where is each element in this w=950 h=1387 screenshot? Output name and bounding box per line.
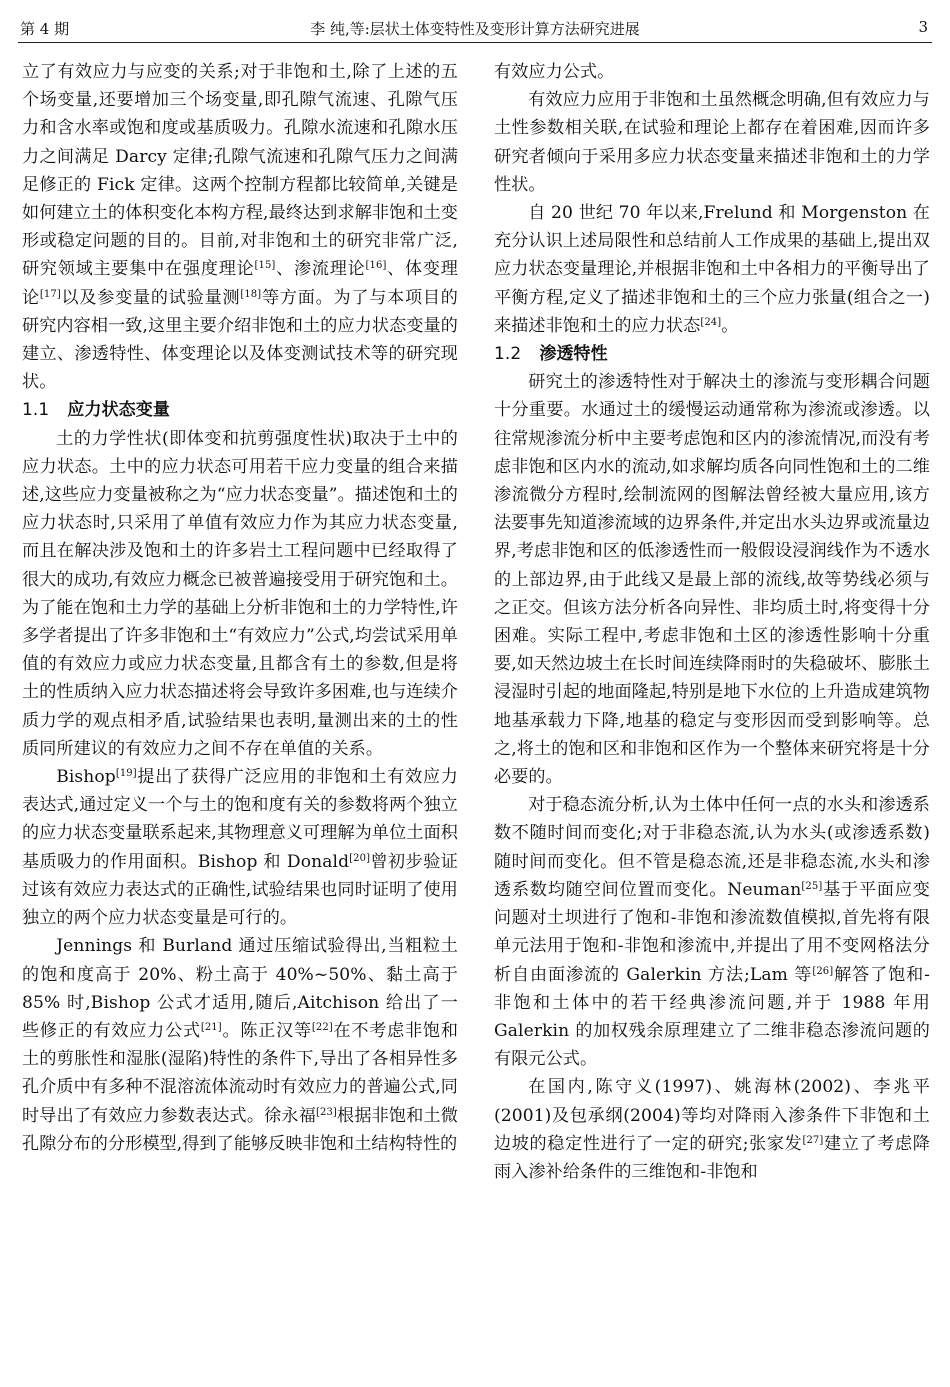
citation: [21] xyxy=(200,1021,222,1033)
section-heading xyxy=(494,340,930,368)
issue-number: 第 4 期 xyxy=(20,20,70,38)
text: 、体变理论 xyxy=(22,259,458,308)
citation: [24] xyxy=(700,316,722,328)
citation: [20] xyxy=(349,852,371,864)
citation: [25] xyxy=(801,880,823,892)
citation: [26] xyxy=(812,965,834,977)
citation: [19] xyxy=(115,768,137,780)
text: 等方面。为了与本项目的研究内容相一致,这里主要介绍非饱和土的应力状态变量的建立、渗透特性、体变理论以及体变测试技术等的研究现状。 xyxy=(22,287,458,393)
paragraph xyxy=(22,932,458,1158)
text: 提出了获得广泛应用的非饱和土有效应力表达式,通过定义一个与土的饱和度有关的参数将两个独立的应力状态变量联系起来,其物理意义可理解为单位土面积基质吸力的作用面积。Bishop 和 Donald xyxy=(22,767,458,872)
text: 基于平面应变问题对土坝进行了饱和-非饱和渗流数值模拟,首先将有限单元法用于饱和-非饱和渗流中,并提出了用不变网格法分析自由面渗流的 Galerkin 方法;Lam 等 xyxy=(494,879,931,985)
paragraph xyxy=(494,199,930,340)
left-column xyxy=(22,58,458,1158)
text: Jennings 和 Burland 通过压缩试验得出,当粗粒土的饱和度高于 20%、粉土高于 40%~50%、黏土高于 85% 时,Bishop 公式才适用,随后,Aitchison 给出了一些修正的有效应力公式 xyxy=(22,936,458,1041)
citation: [22] xyxy=(311,1021,333,1033)
text: 根据非饱和土微孔隙分布的分形模型,得到了能够反映非饱和土结构特性的 xyxy=(22,1105,458,1154)
citation: [17] xyxy=(39,288,61,300)
citation: [27] xyxy=(802,1134,824,1146)
text: 在国内,陈守义(1997)、姚海林(2002)、李兆平(2001)及包承纲(2004)等均对降雨入渗条件下非饱和土边坡的稳定性进行了一定的研究;张家发 xyxy=(494,1077,930,1154)
citation: [18] xyxy=(240,288,262,300)
text: 以及参变量的试验量测 xyxy=(60,287,241,308)
running-title: 李 纯,等:层状土体变特性及变形计算方法研究进展 xyxy=(310,20,640,38)
section-number: 1.1 xyxy=(22,400,50,421)
text: 在不考虑非饱和土的剪胀性和湿胀(湿陷)特性的条件下,导出了各相异性多孔介质中有多种不混溶流体流动时有效应力的普遍公式,同时导出了有效应力参数表达式。徐永福 xyxy=(22,1020,459,1126)
page-number: 3 xyxy=(918,18,928,36)
text: 。 xyxy=(721,315,739,336)
section-heading xyxy=(22,396,458,424)
paragraph: 有效应力应用于非饱和土虽然概念明确,但有效应力与土性参数相关联,在试验和理论上都存在着困难,因而许多研究者倾向于采用多应力状态变量来描述非饱和土的力学性状。 xyxy=(494,90,930,195)
text: 解答了饱和-非饱和土体中的若干经典渗流问题,并于 1988 年用 Galerkin 的加权残余原理建立了二维非稳态渗流问题的有限元公式。 xyxy=(494,964,930,1070)
citation: [16] xyxy=(365,260,387,272)
paragraph: 土的力学性状(即体变和抗剪强度性状)取决于土中的应力状态。土中的应力状态可用若干应力变量的组合来描述,这些应力变量被称之为“应力状态变量”。描述饱和土的应力状态时,只采用了单值有效应力作为其应力状态变量,而且在解决涉及饱和土的许多岩土工程问题中已经取得了很大的成功,有效应力概念已被普遍接受用于研究饱和土。为了能在饱和土力学的基础上分析非饱和土的力学特性,许多学者提出了许多非饱和土“有效应力”公式,均尝试采用单值的有效应力或应力状态变量,且都含有土的参数,但是将土的性质纳入应力状态描述将会导致许多困难,也与连续介质力学的观点相矛盾,试验结果也表明,量测出来的土的性质同所建议的有效应力之间不存在单值的关系。 xyxy=(22,428,458,759)
running-header xyxy=(18,14,932,43)
text: 曾初步验证过该有效应力表达式的正确性,试验结果也同时证明了使用独立的两个应力状态变量是可行的。 xyxy=(22,851,459,929)
paragraph xyxy=(494,1073,930,1186)
paragraph: 有效应力公式。 xyxy=(494,62,615,82)
paragraph: 研究土的渗透特性对于解决土的渗流与变形耦合问题十分重要。水通过土的缓慢运动通常称为渗流或渗透。以往常规渗流分析中主要考虑饱和区内的渗流情况,而没有考虑非饱和区内水的流动,如求解均质各向同性饱和土的二维渗流微分方程时,绘制流网的图解法曾经被大量应用,该方法要事先知道渗流域的边界条件,并定出水头边界或流量边界,考虑非饱和区的低渗透性而一般假设浸润线作为不透水的上部边界,由于此线又是最上部的流线,故等势线必须与之正交。但该方法分析各向异性、非均质土时,将变得十分困难。实际工程中,考虑非饱和土区的渗透性影响十分重要,如天然边坡土在长时间连续降雨时的失稳破坏、膨胀土浸湿时引起的地面隆起,特别是地下水位的上升造成建筑物地基承载力下降,地基的稳定与变形因而受到影响等。总之,将土的饱和区和非饱和区作为一个整体来研究将是十分必要的。 xyxy=(494,372,930,788)
text: 对于稳态流分析,认为土体中任何一点的水头和渗透系数不随时间而变化;对于非稳态流,认为水头(或渗透系数)随时间而变化。但不管是稳态流,还是非稳态流,水头和渗透系数均随空间位置而变化。Neuman xyxy=(494,795,930,900)
text: 自 20 世纪 70 年以来,Frelund 和 Morgenston 在充分认识上述局限性和总结前人工作成果的基础上,提出双应力状态变量理论,并根据非饱和土中各相力的平衡导出了平衡方程,定义了描述非饱和土的三个应力张量(组合之一)来描述非饱和土的应力状态 xyxy=(494,203,930,336)
section-number: 1.2 xyxy=(494,344,522,365)
right-column xyxy=(494,58,930,1186)
text: 立了有效应力与应变的关系;对于非饱和土,除了上述的五个场变量,还要增加三个场变量,即孔隙气流速、孔隙气压力和含水率或饱和度或基质吸力。孔隙水流速和孔隙水压力之间满足 Darcy 定律;孔隙气流速和孔隙气压力之间满足修正的 Fick 定律。这两个控制方程都比较简单,关键是如何建立土的体积变化本构方程,最终达到求解非饱和土变形或稳定问题的目的。目前,对非饱和土的研究非常广泛,研究领域主要集中在强度理论 xyxy=(22,62,458,280)
text: 。陈正汉等 xyxy=(221,1020,312,1041)
paragraph xyxy=(22,763,458,932)
text: Bishop xyxy=(56,767,116,788)
text: 、渗流理论 xyxy=(275,259,366,280)
section-title: 应力状态变量 xyxy=(67,400,170,421)
paragraph xyxy=(494,791,930,1073)
text: 建立了考虑降雨入渗补给条件的三维饱和-非饱和 xyxy=(494,1133,930,1182)
citation: [23] xyxy=(316,1106,337,1118)
section-title: 渗透特性 xyxy=(539,344,608,365)
paragraph xyxy=(22,58,458,396)
citation: [15] xyxy=(254,260,276,272)
